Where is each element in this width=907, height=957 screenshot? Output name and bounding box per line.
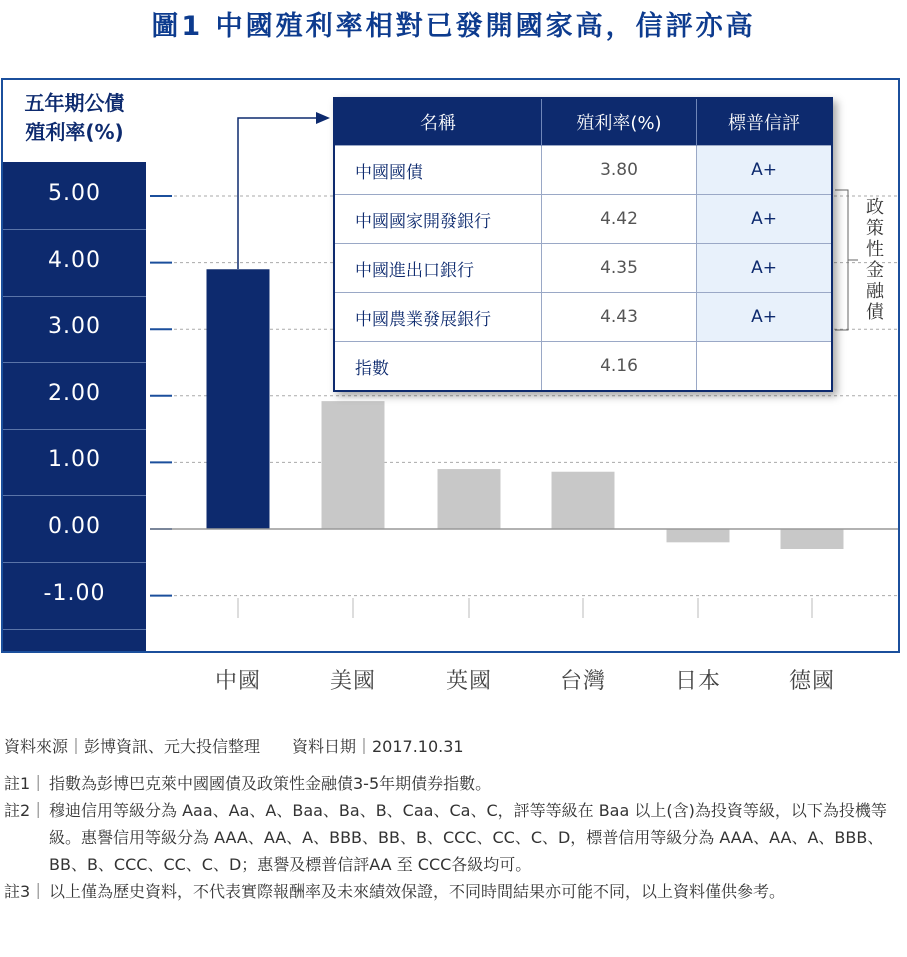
table-header-row (334, 98, 832, 146)
y-tick-label: 3.00 (48, 314, 101, 340)
table-row (334, 195, 832, 244)
x-category-label: 中國 (214, 669, 261, 694)
y-tick-label: -1.00 (43, 580, 106, 606)
bar (667, 529, 730, 542)
y-tick-label: 1.00 (48, 447, 101, 473)
bracket-label-char: 金 (866, 260, 884, 281)
row-name: 中國國債 (334, 146, 542, 195)
row-rating (697, 342, 833, 392)
table-row (334, 293, 832, 342)
policy-bracket (835, 190, 848, 330)
table-header-yield: 殖利率(%) (542, 98, 697, 146)
y-tick-label: 5.00 (48, 181, 101, 206)
yield-rating-table (333, 97, 833, 392)
row-name: 中國農業發展銀行 (334, 293, 542, 342)
policy-bond-bracket-label (865, 197, 885, 323)
bracket-label-char: 融 (866, 281, 884, 302)
footnote-label: 註2｜ (4, 801, 47, 820)
y-tick-label: 4.00 (48, 247, 101, 273)
chart-title: 圖1 中國殖利率相對已發開國家高，信評亦高 (151, 11, 756, 42)
row-rating: A+ (697, 146, 833, 195)
row-yield: 3.80 (542, 146, 697, 195)
bracket-label-char: 性 (866, 239, 884, 260)
footnote-label: 註1｜ (4, 774, 47, 793)
x-category-label: 台灣 (559, 669, 606, 694)
footnote (4, 770, 904, 797)
x-category-label: 美國 (329, 669, 376, 694)
table-row (334, 146, 832, 195)
x-category-label: 英國 (445, 669, 492, 694)
bar (207, 269, 270, 529)
row-name: 指數 (334, 342, 542, 392)
bracket-label-char: 政 (866, 197, 884, 218)
bracket-label-char: 策 (866, 218, 884, 239)
footnotes (4, 733, 904, 905)
y-axis-label-line1: 五年期公債 (24, 91, 125, 115)
source-line: 資料來源｜彭博資訊、元大投信整理 資料日期｜2017.10.31 (4, 737, 464, 756)
row-yield: 4.35 (542, 244, 697, 293)
x-category-label: 日本 (674, 669, 721, 694)
y-tick-label: 0.00 (48, 514, 101, 539)
row-name: 中國進出口銀行 (334, 244, 542, 293)
bar (781, 529, 844, 549)
bracket-label-char: 債 (866, 302, 884, 323)
footnote-label: 註3｜ (4, 882, 47, 901)
bar (438, 469, 501, 529)
row-yield: 4.43 (542, 293, 697, 342)
table-header-name: 名稱 (334, 98, 542, 146)
x-category-label: 德國 (788, 669, 835, 694)
footnote-text: 指數為彭博巴克萊中國國債及政策性金融債3-5年期債券指數。 (49, 774, 492, 793)
row-rating: A+ (697, 244, 833, 293)
y-axis-label-line2: 殖利率(%) (25, 120, 124, 144)
arrow-head-icon (316, 112, 330, 124)
table-header-rating: 標普信評 (697, 98, 833, 146)
y-tick-label: 2.00 (48, 380, 101, 406)
table-row (334, 244, 832, 293)
footnote (4, 878, 904, 905)
row-yield: 4.16 (542, 342, 697, 392)
row-yield: 4.42 (542, 195, 697, 244)
connector-line (238, 118, 318, 269)
footnote (4, 797, 904, 878)
footnote-text: 穆迪信用等級分為 Aaa、Aa、A、Baa、Ba、B、Caa、Ca、C，評等等級在 Baa 以上(含)為投資等級，以下為投機等級。惠譽信用等級分為 AAA、AA、A、BBB、BB、B、CCC、CC、C、D，標普信用等級分為 AAA、AA、A、BBB、BB、B、CCC、CC、C、D；惠譽及標普信評AA 至 CCC各級均可。 (49, 801, 887, 874)
table-row (334, 342, 832, 392)
row-name: 中國國家開發銀行 (334, 195, 542, 244)
footnote-text: 以上僅為歷史資料，不代表實際報酬率及未來績效保證，不同時間結果亦可能不同，以上資料僅供參考。 (49, 882, 786, 901)
bar (322, 401, 385, 529)
bar (552, 472, 615, 529)
row-rating: A+ (697, 293, 833, 342)
row-rating: A+ (697, 195, 833, 244)
